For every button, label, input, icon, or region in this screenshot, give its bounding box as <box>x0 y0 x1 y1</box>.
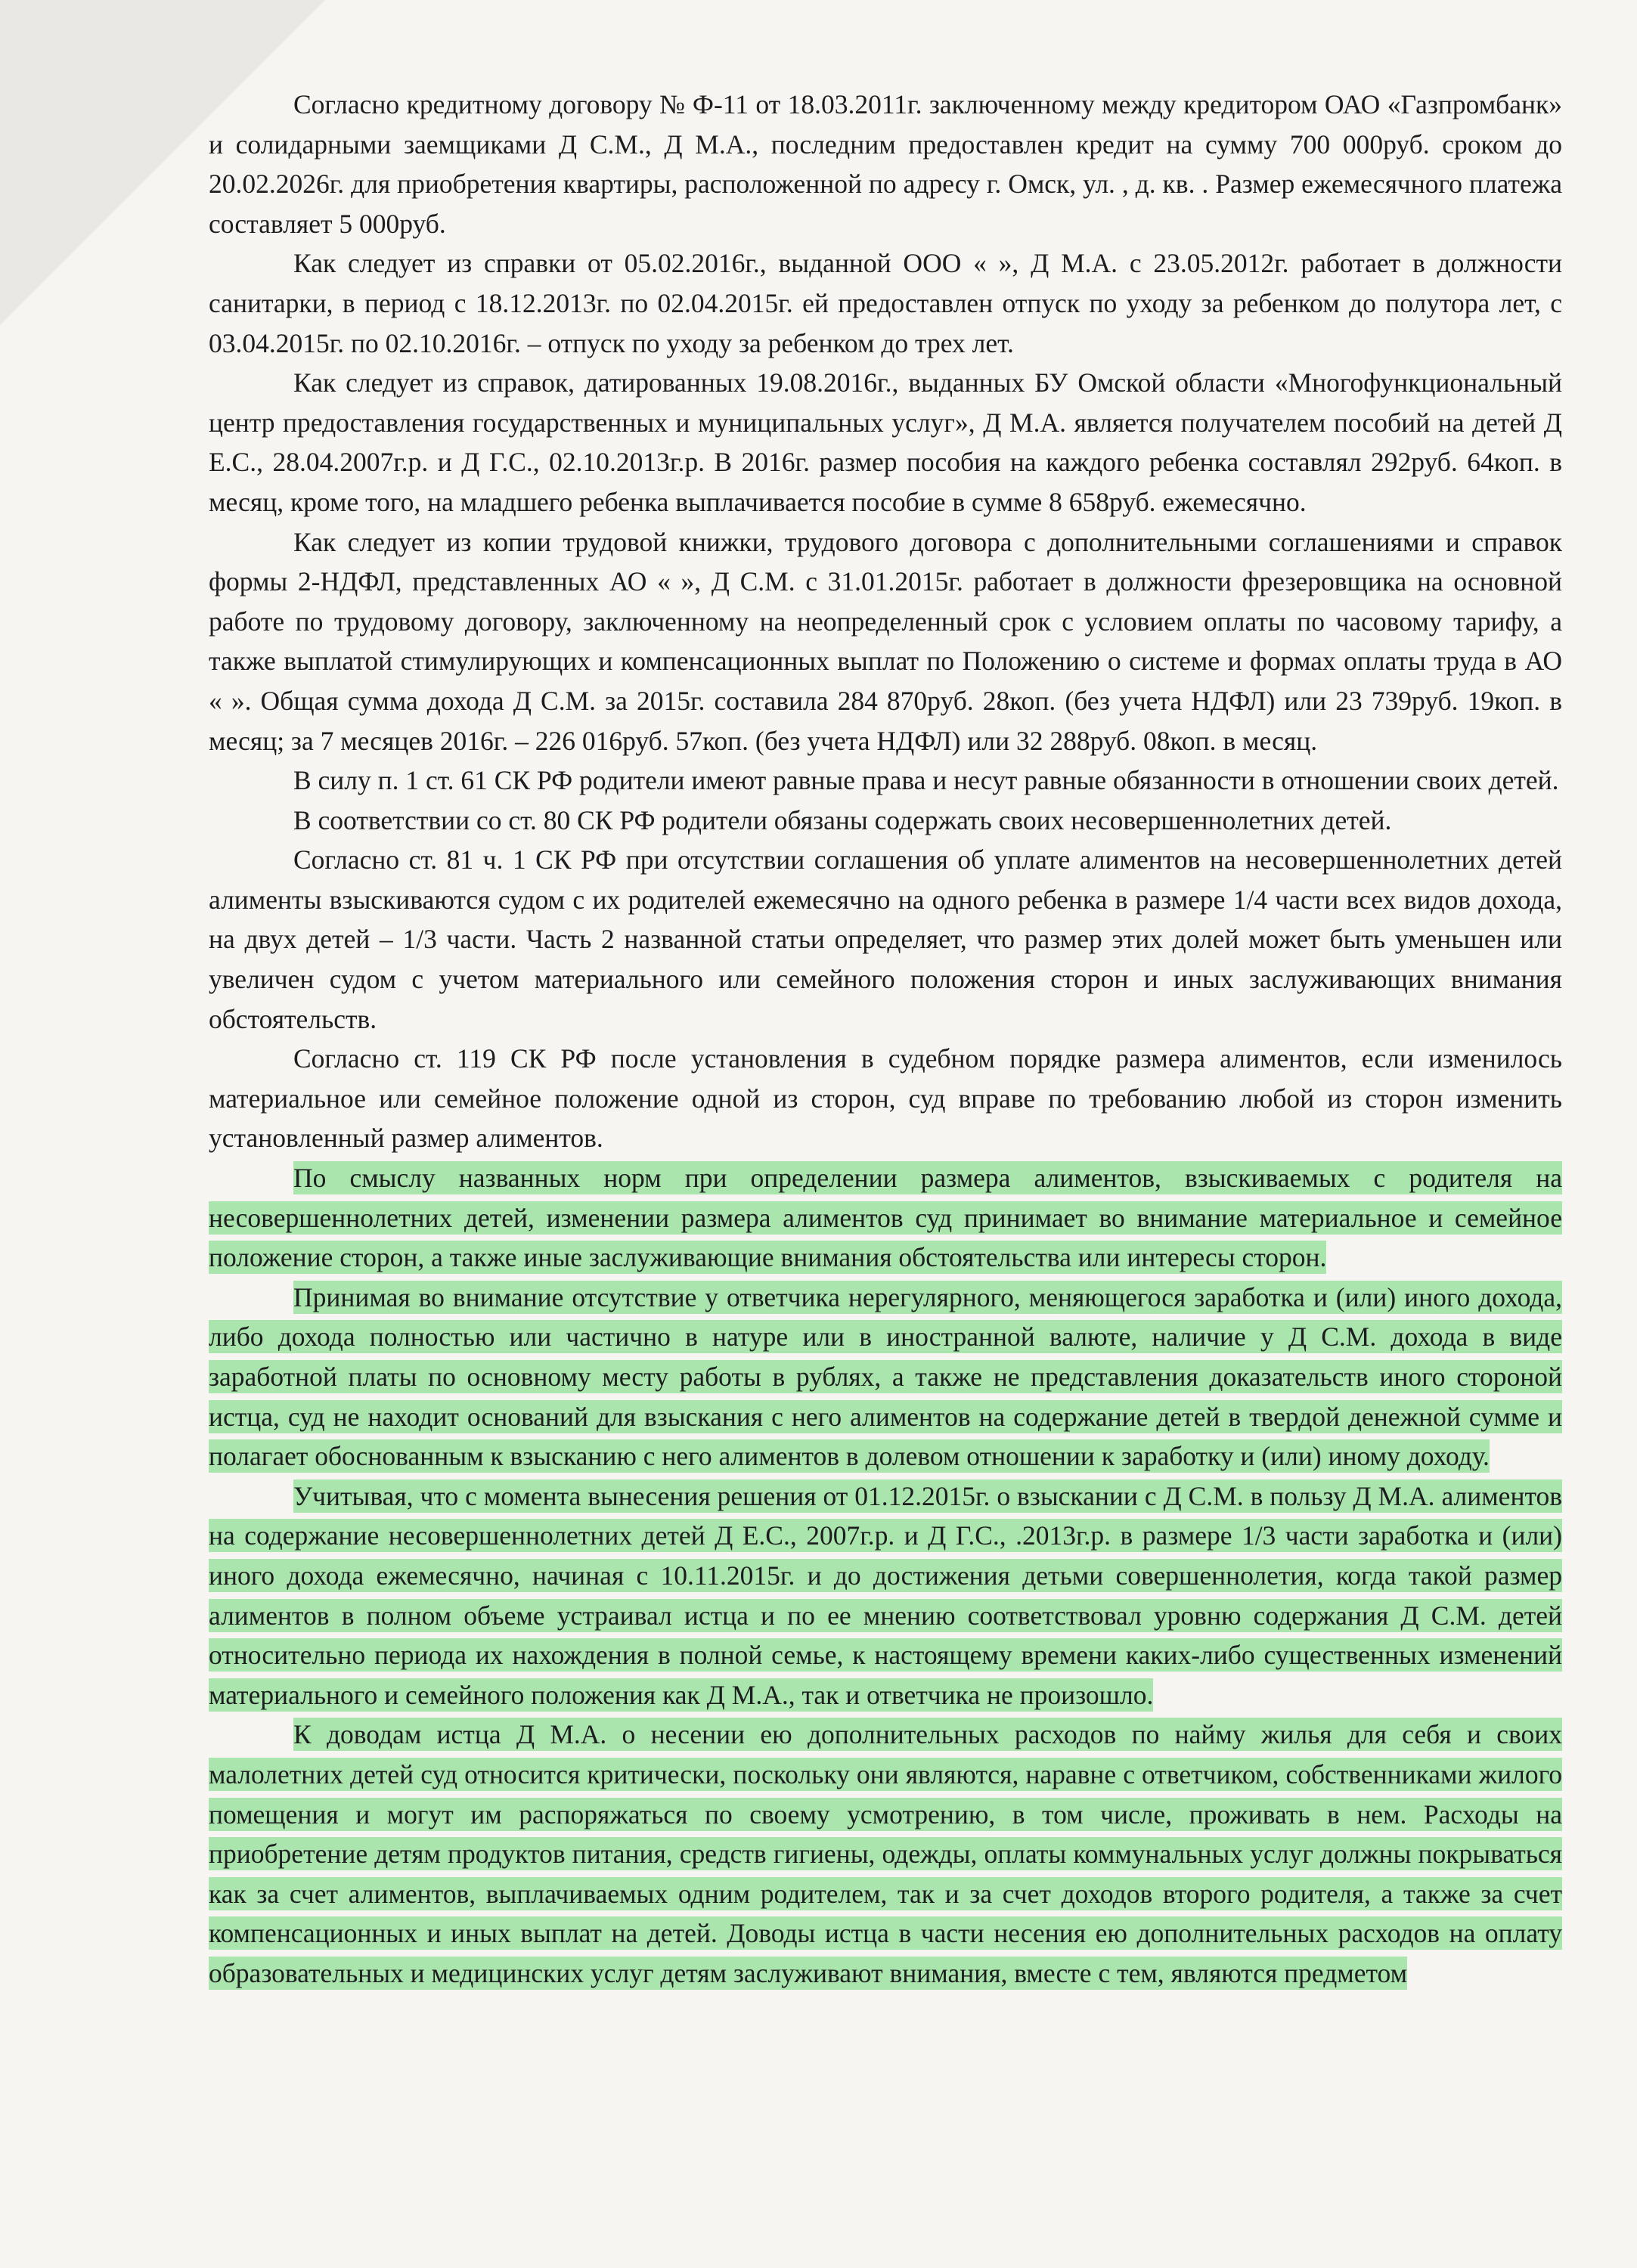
paragraph-norms-meaning <box>209 1158 1562 1278</box>
document-body <box>209 85 1562 1994</box>
paragraph-plaintiff-arguments <box>209 1715 1562 1993</box>
paragraph-article-81: Согласно ст. 81 ч. 1 СК РФ при отсутствии соглашения об уплате алиментов на несовершеннолетних детей алименты взыскиваются судом с их родителей ежемесячно на одного ребенка в размере 1/4 части всех видов дохода, на двух детей – 1/3 части. Часть 2 названной статьи определяет, что размер этих долей может быть уменьшен или увеличен судом с учетом материального или семейного положения сторон и иных заслуживающих внимания обстоятельств. <box>209 844 1562 1034</box>
paragraph-respondent-income: Как следует из копии трудовой книжки, трудового договора с дополнительными соглашениями и справок формы 2-НДФЛ, представленных АО « », Д С.М. с 31.01.2015г. работает в должности фрезеровщика на основной работе по трудовому договору, заключенному на неопределенный срок с условием оплаты по часовому тарифу, а также выплатой стимулирующих и компенсационных выплат по Положению о системе и формах оплаты труда в АО « ». Общая сумма дохода Д С.М. за 2015г. составила 284 870руб. 28коп. (без учета НДФЛ) или 23 739руб. 19коп. в месяц; за 7 месяцев 2016г. – 226 016руб. 57коп. (без учета НДФЛ) или 32 288руб. 08коп. в месяц. <box>209 526 1562 756</box>
paragraph-employment-certificate: Как следует из справки от 05.02.2016г., выданной ООО « », Д М.А. с 23.05.2012г. работает в должности санитарки, в период с 18.12.2013г. по 02.04.2015г. ей предоставлен отпуск по уходу за ребенком до полутора лет, с 03.04.2015г. по 02.10.2016г. – отпуск по уходу за ребенком до трех лет. <box>209 248 1562 358</box>
highlighted-text: По смыслу названных норм при определении размера алиментов, взыскиваемых с родителя на несовершеннолетних детей, изменении размера алиментов суд принимает во внимание материальное и семейное положение сторон, а также иные заслуживающие внимания обстоятельства или интересы сторон. <box>209 1163 1562 1273</box>
paragraph-previous-decision <box>209 1476 1562 1715</box>
highlighted-text: Принимая во внимание отсутствие у ответчика нерегулярного, меняющегося заработка и (или) иного дохода, либо дохода полностью или частично в натуре или в иностранной валюте, наличие у Д С.М. дохода в виде заработной платы по основному месту работы в рублях, а также не представления доказательств иного стороной истца, суд не находит оснований для взыскания с него алиментов на содержание детей в твердой денежной сумме и полагает обоснованным к взысканию с него алиментов в долевом отношении к заработку и (или) иному доходу. <box>209 1281 1562 1472</box>
paragraph-article-61: В силу п. 1 ст. 61 СК РФ родители имеют равные права и несут равные обязанности в отношении своих детей. <box>293 765 1559 796</box>
highlighted-text: К доводам истца Д М.А. о несении ею дополнительных расходов по найму жилья для себя и своих малолетних детей суд относится критически, поскольку они являются, наравне с ответчиком, собственниками жилого помещения и могут им распоряжаться по своему усмотрению, в том числе, проживать в нем. Расходы на приобретение детям продуктов питания, средств гигиены, одежды, оплаты коммунальных услуг должны покрываться как за счет алиментов, выплачиваемых одним родителем, так и за счет доходов второго родителя, а также за счет компенсационных и иных выплат на детей. Доводы истца в части несения ею дополнительных расходов на оплату образовательных и медицинских услуг детям заслуживают внимания, вместе с тем, являются предметом <box>209 1719 1562 1988</box>
paragraph-court-considering <box>209 1278 1562 1476</box>
paragraph-article-119: Согласно ст. 119 СК РФ после установления в судебном порядке размера алиментов, если изменилось материальное или семейное положение одной из сторон, суд вправе по требованию любой из сторон изменить установленный размер алиментов. <box>209 1043 1562 1154</box>
highlighted-text: Учитывая, что с момента вынесения решения от 01.12.2015г. о взыскании с Д С.М. в пользу Д М.А. алиментов на содержание несовершеннолетних детей Д Е.С., 2007г.р. и Д Г.С., .2013г.р. в размере 1/3 части заработка и (или) иного дохода ежемесячно, начиная с 10.11.2015г. и до достижения детьми совершеннолетия, когда такой размер алиментов в полном объеме устраивал истца и по ее мнению соответствовал уровню содержания Д С.М. детей относительно периода их нахождения в полной семье, к настоящему времени каких-либо существенных изменений материального и семейного положения как Д М.А., так и ответчика не произошло. <box>209 1480 1562 1710</box>
paragraph-child-benefits: Как следует из справок, датированных 19.08.2016г., выданных БУ Омской области «Многофункциональный центр предоставления государственных и муниципальных услуг», Д М.А. является получателем пособий на детей Д Е.С., 28.04.2007г.р. и Д Г.С., 02.10.2013г.р. В 2016г. размер пособия на каждого ребенка составлял 292руб. 64коп. в месяц, кроме того, на младшего ребенка выплачивается пособие в сумме 8 658руб. ежемесячно. <box>209 367 1562 517</box>
paragraph-loan-agreement: Согласно кредитному договору № Ф-11 от 18.03.2011г. заключенному между кредитором ОАО «Газпромбанк» и солидарными заемщиками Д С.М., Д М.А., последним предоставлен кредит на сумму 700 000руб. сроком до 20.02.2026г. для приобретения квартиры, расположенной по адресу г. Омск, ул. , д. кв. . Размер ежемесячного платежа составляет 5 000руб. <box>209 89 1562 239</box>
paragraph-article-80: В соответствии со ст. 80 СК РФ родители обязаны содержать своих несовершеннолетних детей. <box>293 804 1392 835</box>
